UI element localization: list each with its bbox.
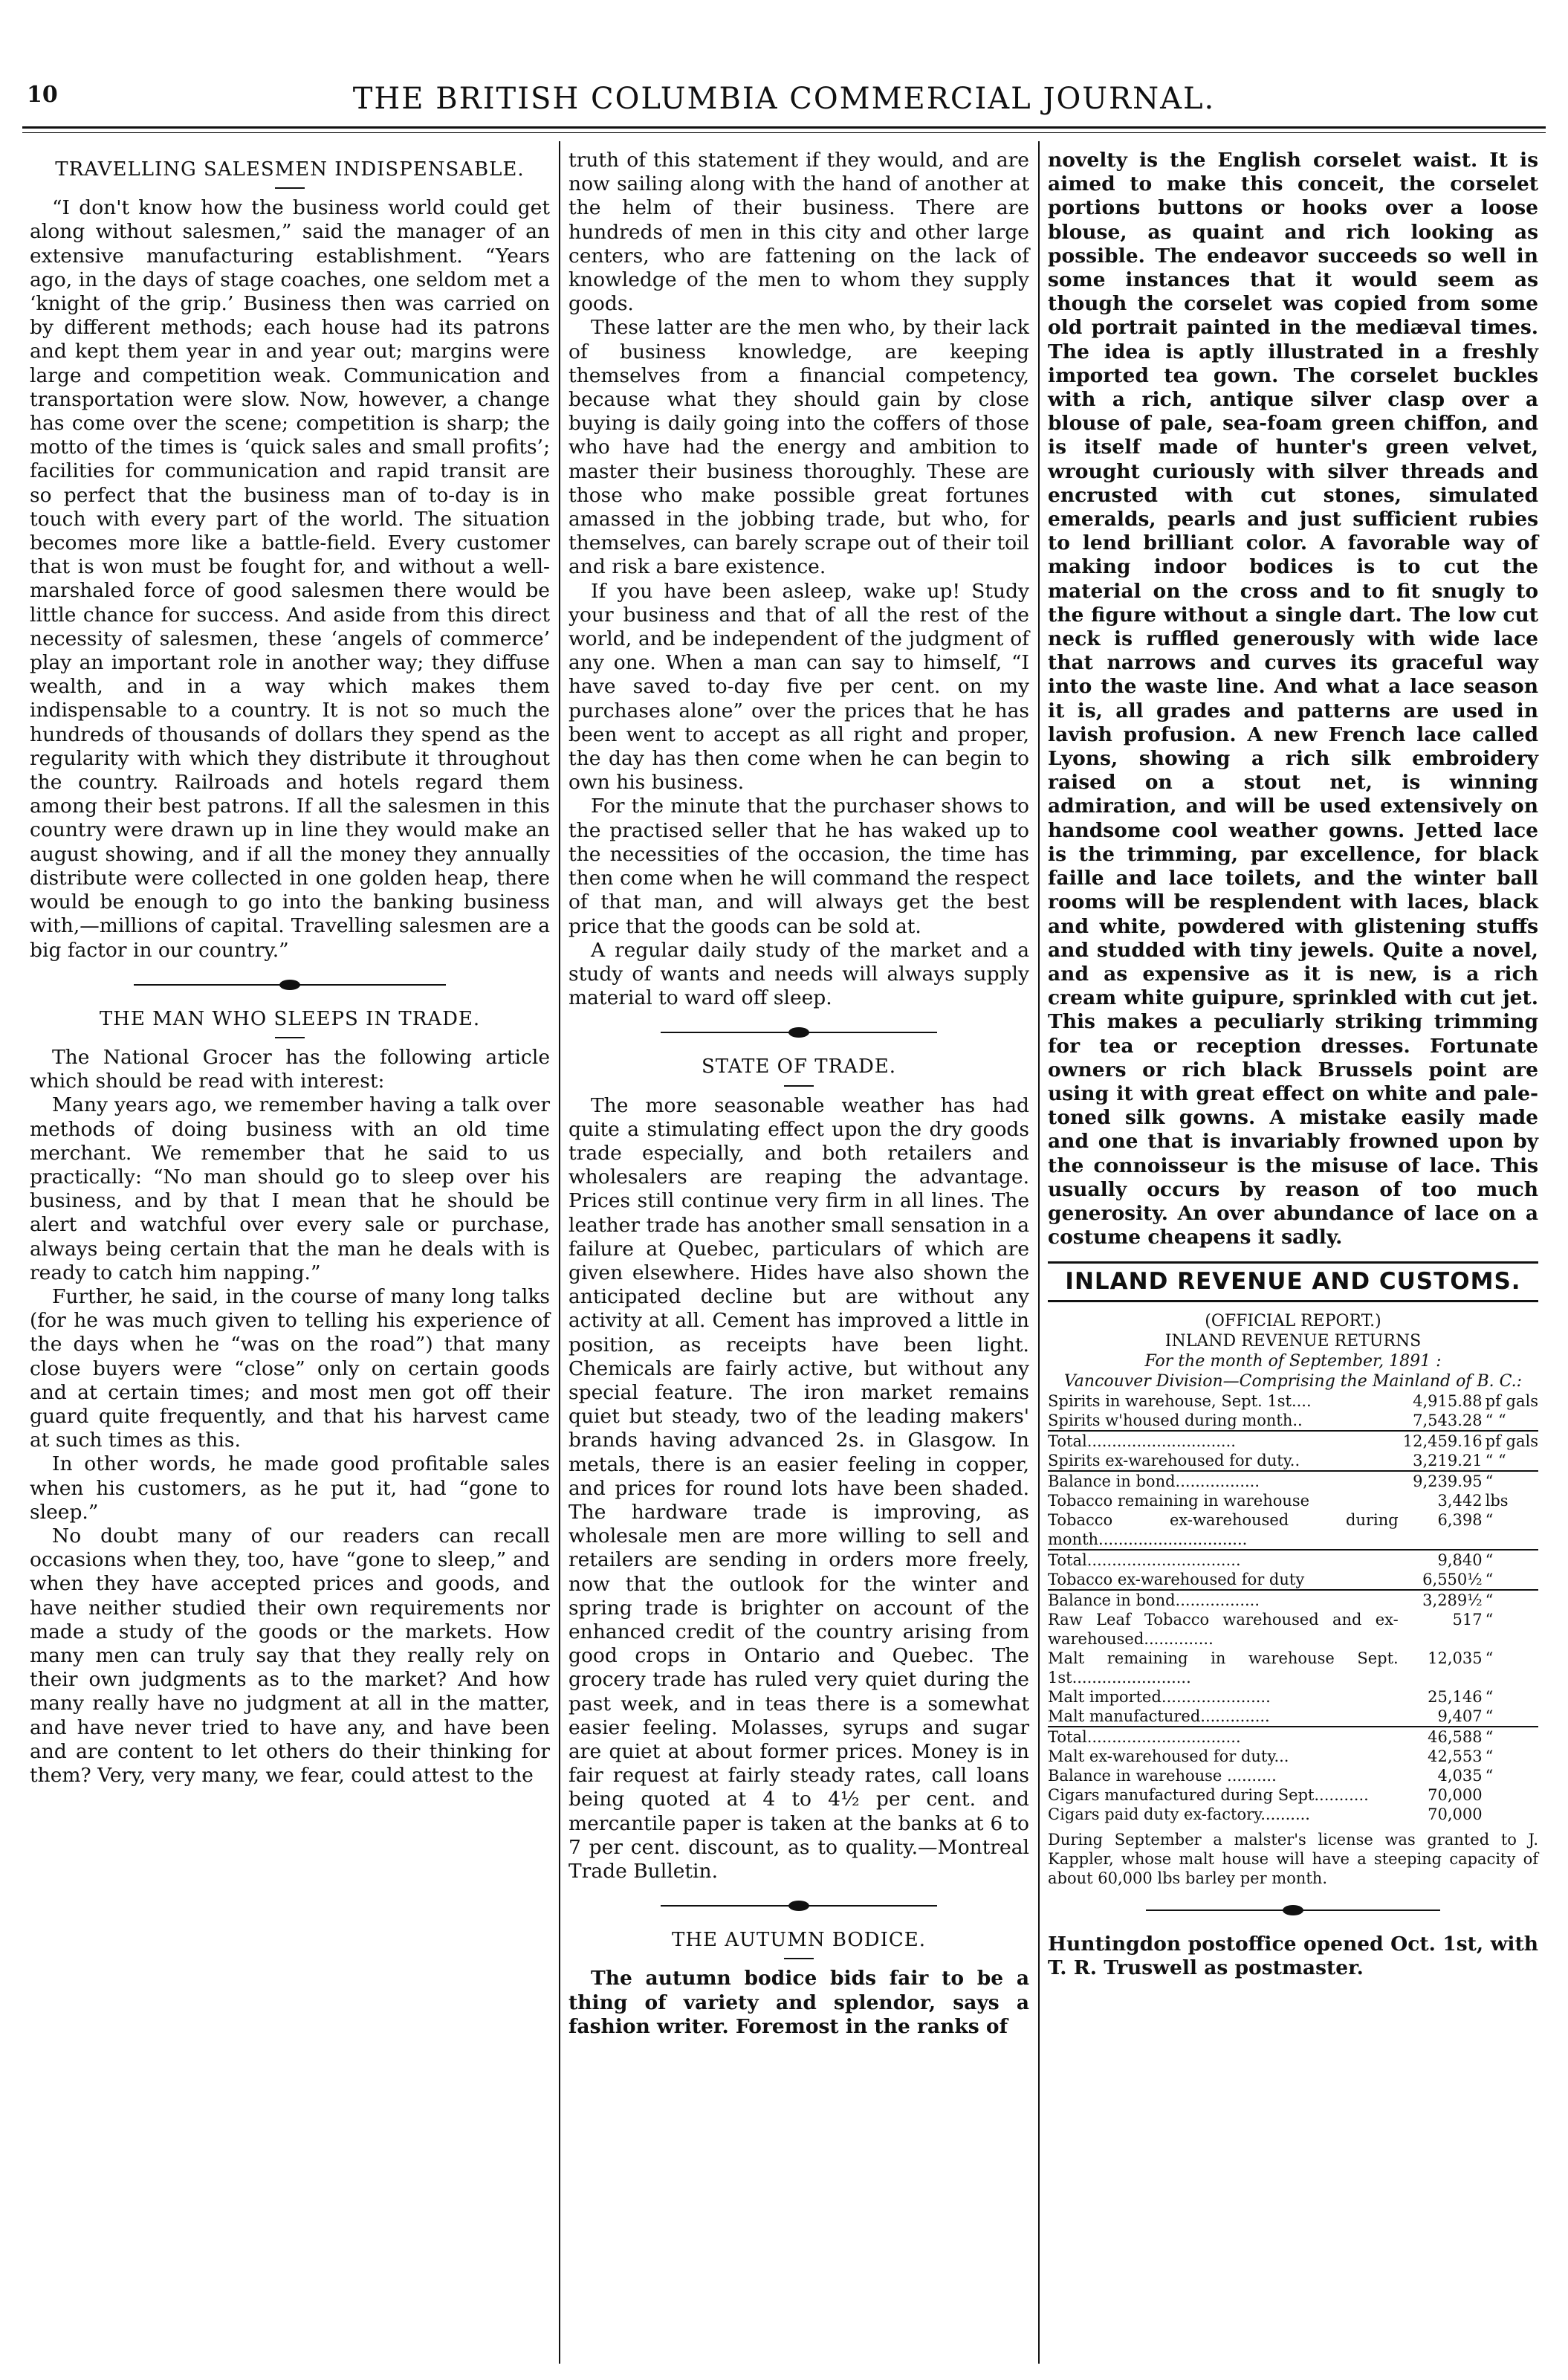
revenue-unit: pf gals xyxy=(1485,1391,1538,1410)
revenue-row xyxy=(1048,1747,1538,1766)
article-paragraph: A regular daily study of the market and a study of wants and needs will always supply material to ward off sleep. xyxy=(568,938,1029,1010)
heading-dash xyxy=(784,1958,814,1959)
revenue-unit: “ xyxy=(1485,1610,1494,1629)
revenue-row xyxy=(1048,1491,1538,1510)
revenue-row xyxy=(1048,1550,1538,1570)
article-separator xyxy=(568,1024,1029,1041)
revenue-label: Total............................... xyxy=(1048,1550,1399,1570)
revenue-label: Spirits ex-warehoused for duty.. xyxy=(1048,1451,1300,1469)
revenue-label: Spirits in warehouse, Sept. 1st.... xyxy=(1048,1391,1312,1410)
revenue-amount: 6,398 xyxy=(1437,1510,1483,1529)
malt-license-note: During September a malster's license was granted to J. Kappler, whose malt house will have a steeping capacity of about 60,000 lbs barley per month. xyxy=(1048,1830,1538,1887)
revenue-row xyxy=(1048,1649,1538,1687)
revenue-row xyxy=(1048,1510,1538,1550)
revenue-unit: “ xyxy=(1485,1570,1494,1588)
header-rule-top xyxy=(22,126,1546,129)
report-month: For the month of September, 1891 : xyxy=(1144,1351,1442,1371)
revenue-amount: 9,840 xyxy=(1399,1550,1483,1570)
article-paragraph: The more seasonable weather has had quite a stimulating effect upon the dry goods trade especially, and both retailers and wholesalers are reaping the advantage. Prices still continue very firm in all lines. The leather trade has another small sensation in a failure at Quebec, particulars of which are given elsewhere. Hides have also shown the anticipated decline but are without any activity at all. Cement has improved a little in position, as receipts have been light. Chemicals are fairly active, but without any special feature. The iron market remains quiet but steady, two of the leading makers' brands having advanced 2s. in Glasgow. In metals, there is an easier feeling in copper, and prices for round lots have been shaded. The hardware trade is improving, as wholesale men are more willing to sell and retailers are sending in orders more freely, now that the outlook for the winter and spring trade is brighter on account of the enhanced credit of the country arising from good crops in Ontario and Quebec. The grocery trade has ruled very quiet during the past week, and in teas there is a somewhat easier feeling. Molasses, syrups and sugar are quiet at about former prices. Money is in fair request at fairly steady rates, call loans being quoted at 4 to 4½ per cent. and mercantile paper is taken at the banks at 6 to 7 per cent. discount, as to quality.—Montreal Trade Bulletin. xyxy=(568,1093,1029,1883)
revenue-amount: 70,000 xyxy=(1428,1785,1483,1804)
revenue-label: Cigars manufactured during Sept........... xyxy=(1048,1785,1369,1804)
revenue-label: Raw Leaf Tobacco warehoused and ex-warehoused.............. xyxy=(1048,1610,1399,1648)
revenue-unit: “ xyxy=(1485,1747,1494,1765)
heading-dash xyxy=(275,187,305,189)
article-separator xyxy=(568,1897,1029,1915)
column-1 xyxy=(30,149,550,1788)
revenue-amount: 70,000 xyxy=(1428,1805,1483,1823)
revenue-label: Malt imported...................... xyxy=(1048,1687,1271,1706)
article-paragraph: Further, he said, in the course of many long talks (for he was much given to telling his experience of the days when he “was on the road”) that many close buyers were “close” only on certain goods and at certain times; and most men got off their guard quite frequently, and that his harvest came at such times as this. xyxy=(30,1284,550,1452)
article-paragraph: For the minute that the purchaser shows to the practised seller that he has waked up to the necessities of the occasion, the time has then come when he will command the respect of that man, and will always get the best price that the goods can be sold at. xyxy=(568,795,1029,938)
article-paragraph: “I don't know how the business world could get along without salesmen,” said the manager of an extensive manufacturing establishment. “Years ago, in the days of stage coaches, one seldom met a ‘knight of the grip.’ Business then was carried on by different methods; each house had its patrons and kept them year in and year out; margins were large and competition weak. Communication and transportation were slow. Now, however, a change has come over the scene; competition is sharp; the motto of the times is ‘quick sales and small profits’; facilities for communication and rapid transit are so perfect that the business man of to-day is in touch with every part of the world. The situation becomes more like a battle-field. Every customer that is won must be fought for, and without a well-marshaled force of good salesmen there would be little chance for success. And aside from this direct necessity of salesmen, these ‘angels of commerce’ play an important role in another way; they diffuse wealth, and in a way which makes them indispensable to a country. It is not so much the hundreds of thousands of dollars they spend as the regularity with which they distribute it throughout the country. Railroads and hotels regard them among their best patrons. If all the salesmen in this country were drawn up in line they would make an august showing, and if all the money they annually distribute were collected in one golden heap, there would be enough to go into the banking business with,—millions of capital. Travelling salesmen are a big factor in our country.” xyxy=(30,196,550,962)
revenue-unit: pf gals xyxy=(1483,1431,1538,1451)
revenue-unit: “ xyxy=(1485,1510,1494,1529)
revenue-unit: “ xyxy=(1483,1590,1538,1610)
column-divider-1 xyxy=(559,141,560,2364)
column-2 xyxy=(568,149,1029,2039)
revenue-label: Cigars paid duty ex-factory.......... xyxy=(1048,1805,1310,1823)
revenue-unit: “ xyxy=(1485,1766,1494,1785)
revenue-label: Spirits w'housed during month.. xyxy=(1048,1411,1303,1429)
article-paragraph: In other words, he made good profitable sales when his customers, as he put it, had “gone to sleep.” xyxy=(30,1452,550,1524)
revenue-amount: 42,553 xyxy=(1428,1747,1483,1765)
revenue-table xyxy=(1048,1391,1538,1824)
revenue-amount: 9,407 xyxy=(1437,1707,1483,1725)
revenue-amount: 7,543.28 xyxy=(1413,1411,1483,1429)
article-paragraph: truth of this statement if they would, and are now sailing along with the hand of another at the helm of their business. There are hundreds of men in this city and other large centers, who are fattening on the lack of knowledge of the men to whom they supply goods. xyxy=(568,149,1029,316)
revenue-amount: 6,550½ xyxy=(1422,1570,1483,1588)
article-heading-state-of-trade: STATE OF TRADE. xyxy=(701,1055,897,1079)
revenue-row xyxy=(1048,1610,1538,1649)
revenue-amount: 12,035 xyxy=(1428,1649,1483,1667)
revenue-amount: 25,146 xyxy=(1428,1687,1483,1706)
article-paragraph: novelty is the English corselet waist. It is aimed to make this conceit, the corselet portions buttons or hooks over a loose blouse, as quaint and rich looking as possible. The endeavor succeeds so well in some instances that it would seem as though the corselet was copied from some old portrait painted in the mediæval times. The idea is aptly illustrated in a freshly imported tea gown. The corselet buckles with a rich, antique silver clasp over a blouse of pale, sea-foam green chiffon, and is itself made of hunter's green velvet, wrought curiously with silver threads and encrusted with cut stones, simulated emeralds, pearls and just sufficient rubies to lend brilliant color. A favorable way of making indoor bodices is to cut the material on the cross and to fit snugly to the figure without a single dart. The low cut neck is ruffled generously with wide lace that narrows and curves its graceful way into the waste line. And what a lace season it is, all grades and patterns are used in lavish profusion. A new French lace called Lyons, showing a rich silk embroidery raised on a stout net, is winning admiration, and will be used extensively on handsome cool weather gowns. Jetted lace is the trimming, par excellence, for black faille and lace toilets, and the winter ball rooms will be resplendent with laces, black and white, powdered with glistening stuffs and studded with tiny jewels. Quite a novel, and as expensive as it is new, is a rich cream white guipure, sprinkled with cut jet. This makes a peculiarly striking trimming for tea or reception dresses. Fortunate owners or rich black Brussels point are using it with great effect on white and pale-toned silk gowns. A mistake easily made and one that is invariably frowned upon by the connoisseur is the misuse of lace. This usually occurs by reason of too much generosity. An over abundance of lace on a costume cheapens it sadly. xyxy=(1048,149,1538,1249)
revenue-amount: 3,442 xyxy=(1437,1491,1483,1510)
revenue-unit: “ xyxy=(1483,1727,1538,1747)
revenue-label: Tobacco ex-warehoused for duty xyxy=(1048,1570,1305,1588)
revenue-unit: “ xyxy=(1483,1471,1538,1491)
revenue-unit: “ xyxy=(1483,1550,1538,1570)
article-paragraph: The autumn bodice bids fair to be a thing of variety and splendor, says a fashion writer. Foremost in the ranks of xyxy=(568,1967,1029,2038)
revenue-amount: 3,289½ xyxy=(1399,1590,1483,1610)
page-header xyxy=(0,0,1568,116)
article-heading-autumn-bodice: THE AUTUMN BODICE. xyxy=(672,1929,926,1952)
heading-dash xyxy=(784,1085,814,1087)
revenue-row xyxy=(1048,1391,1538,1411)
revenue-unit: “ xyxy=(1485,1687,1494,1706)
revenue-row xyxy=(1048,1785,1538,1805)
revenue-unit: “ xyxy=(1485,1649,1494,1667)
returns-label: INLAND REVENUE RETURNS xyxy=(1164,1331,1422,1351)
revenue-label: Balance in bond................. xyxy=(1048,1590,1399,1610)
revenue-amount: 517 xyxy=(1452,1610,1483,1629)
heading-dash xyxy=(275,1037,305,1038)
article-separator xyxy=(30,976,550,994)
article-heading-man-who-sleeps: THE MAN WHO SLEEPS IN TRADE. xyxy=(99,1007,481,1030)
revenue-amount: 4,915.88 xyxy=(1413,1391,1483,1410)
revenue-label: Balance in bond................. xyxy=(1048,1471,1399,1491)
revenue-unit: “ “ xyxy=(1485,1451,1506,1469)
inland-revenue-heading: INLAND REVENUE AND CUSTOMS. xyxy=(1048,1261,1538,1301)
revenue-label: Malt remaining in warehouse Sept. 1st........................ xyxy=(1048,1649,1399,1687)
revenue-row xyxy=(1048,1805,1538,1824)
revenue-amount: 12,459.16 xyxy=(1399,1431,1483,1451)
revenue-row xyxy=(1048,1471,1538,1491)
revenue-amount: 4,035 xyxy=(1437,1766,1483,1785)
revenue-row xyxy=(1048,1411,1538,1431)
revenue-unit xyxy=(1483,1785,1538,1805)
report-division: Vancouver Division—Comprising the Mainland of B. C.: xyxy=(1063,1371,1523,1391)
revenue-unit: lbs xyxy=(1485,1491,1509,1510)
article-heading-travelling-salesmen: TRAVELLING SALESMEN INDISPENSABLE. xyxy=(55,158,525,181)
revenue-amount: 3,219.21 xyxy=(1413,1451,1483,1469)
revenue-row xyxy=(1048,1451,1538,1471)
revenue-row xyxy=(1048,1766,1538,1785)
article-paragraph: These latter are the men who, by their lack of business knowledge, are keeping themselves from a financial competency, because what they should gain by close buying is daily going into the coffers of those who have had the energy and ambition to master their business thoroughly. These are those who make possible great fortunes amassed in the jobbing trade, but who, for themselves, can barely scrape out of their toil and risk a bare existence. xyxy=(568,316,1029,579)
revenue-row xyxy=(1048,1590,1538,1610)
page-number: 10 xyxy=(27,82,58,108)
revenue-label: Total............................... xyxy=(1048,1727,1399,1747)
article-paragraph: The National Grocer has the following article which should be read with interest: xyxy=(30,1045,550,1093)
revenue-row xyxy=(1048,1431,1538,1451)
revenue-label: Total.............................. xyxy=(1048,1431,1399,1451)
newspaper-title: THE BRITISH COLUMBIA COMMERCIAL JOURNAL. xyxy=(352,82,1216,116)
revenue-row xyxy=(1048,1707,1538,1727)
revenue-amount: 9,239.95 xyxy=(1399,1471,1483,1491)
revenue-label: Balance in warehouse .......... xyxy=(1048,1766,1277,1785)
header-rule-bottom xyxy=(22,132,1546,133)
revenue-row xyxy=(1048,1687,1538,1707)
revenue-label: Malt manufactured.............. xyxy=(1048,1707,1270,1725)
revenue-label: Tobacco remaining in warehouse xyxy=(1048,1491,1310,1510)
column-3 xyxy=(1048,149,1538,1980)
official-report-label: (OFFICIAL REPORT.) xyxy=(1205,1311,1381,1330)
revenue-unit: “ xyxy=(1485,1707,1494,1725)
revenue-unit: “ “ xyxy=(1485,1411,1506,1429)
revenue-row xyxy=(1048,1570,1538,1590)
article-paragraph: If you have been asleep, wake up! Study your business and that of all the rest of the world, and be independent of the judgment of any one. When a man can say to himself, “I have saved to-day five per cent. on my purchases alone” over the prices that he has been went to accept as all right and proper, the day has then come when he can begin to own his business. xyxy=(568,579,1029,795)
revenue-label: Malt ex-warehoused for duty... xyxy=(1048,1747,1289,1765)
postoffice-notice: Huntingdon postoffice opened Oct. 1st, with T. R. Truswell as postmaster. xyxy=(1048,1932,1538,1979)
article-separator xyxy=(1048,1901,1538,1919)
article-paragraph: Many years ago, we remember having a talk over methods of doing business with an old time merchant. We remember that he said to us practically: “No man should go to sleep over his business, and by that I mean that he should be alert and watchful over every sale or purchase, always being certain that the man he deals with is ready to catch him napping.” xyxy=(30,1093,550,1284)
revenue-amount: 46,588 xyxy=(1399,1727,1483,1747)
revenue-row xyxy=(1048,1727,1538,1747)
column-divider-2 xyxy=(1038,141,1040,2364)
revenue-unit xyxy=(1483,1805,1538,1824)
article-paragraph: No doubt many of our readers can recall occasions when they, too, have “gone to sleep,” and when they have accepted prices and goods, and have neither studied their own requirements nor made a study of the goods or the markets. How many men can truly say that they really rely on their own judgments as to the market? And how many really have no judgment at all in the matter, and have never tried to have any, and have been and are content to let others do their thinking for them? Very, very many, we fear, could attest to the xyxy=(30,1524,550,1787)
revenue-label: Tobacco ex-warehoused during month.............................. xyxy=(1048,1510,1399,1548)
